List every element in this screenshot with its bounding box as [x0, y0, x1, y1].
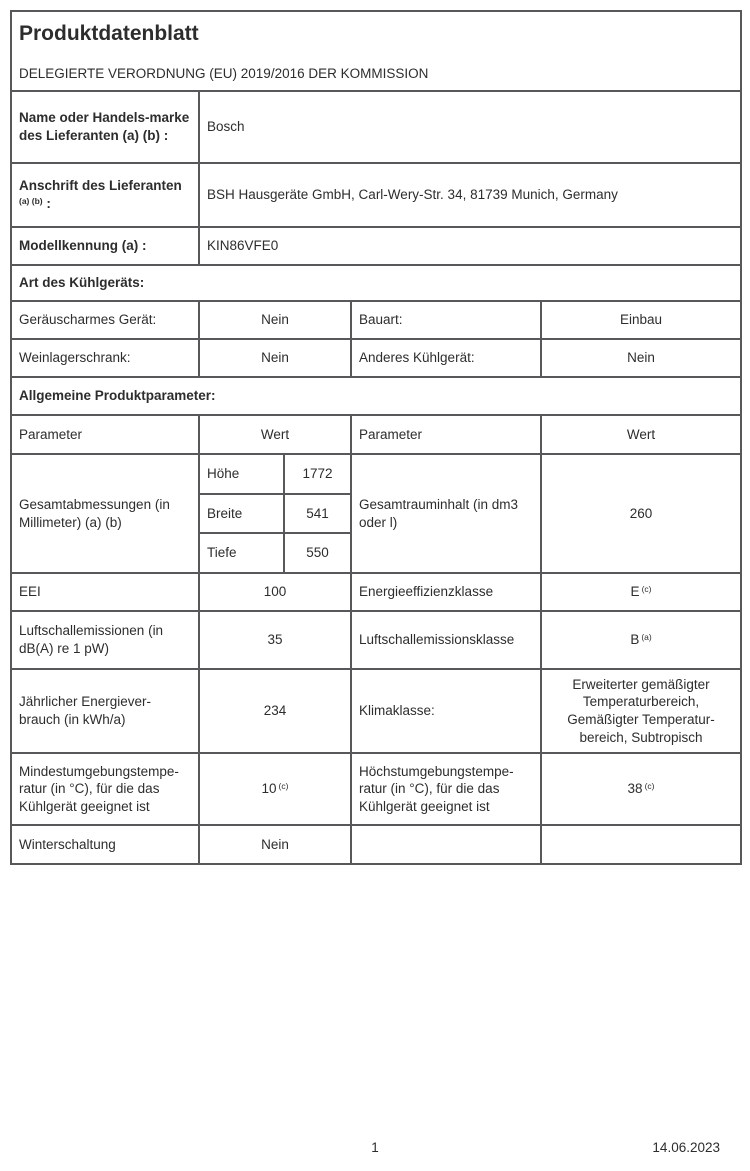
eei-label: EEI	[11, 573, 199, 611]
min-temperature-footnote: (c)	[278, 781, 289, 792]
design-type-value: Einbau	[541, 301, 741, 339]
other-appliance-value: Nein	[541, 339, 741, 377]
energy-class-value-cell	[541, 573, 741, 611]
dimension-breite-label: Breite	[199, 494, 284, 533]
supplier-name-label: Name oder Handels-marke des Lieferanten (a) (b) :	[11, 91, 199, 163]
supplier-address-label-suffix: :	[42, 196, 51, 211]
dimension-hoehe-label: Höhe	[199, 454, 284, 494]
min-temperature-value: 10	[261, 781, 277, 797]
other-appliance-label: Anderes Kühlgerät:	[351, 339, 541, 377]
total-volume-value: 260	[541, 454, 741, 573]
footer-date: 14.06.2023	[652, 1140, 720, 1155]
row-parameter-header	[11, 415, 741, 454]
row-eei	[11, 573, 741, 611]
row-dimensions-hoehe	[11, 454, 741, 494]
wine-storage-label: Weinlagerschrank:	[11, 339, 199, 377]
annual-energy-value: 234	[199, 669, 351, 753]
min-temperature-value-cell	[199, 753, 351, 825]
noise-class-value-cell	[541, 611, 741, 669]
design-type-label: Bauart:	[351, 301, 541, 339]
max-temperature-label: Höchstumgebungstempe-ratur (in °C), für die das Kühlgerät geeignet ist	[351, 753, 541, 825]
col-header-wert-1: Wert	[199, 415, 351, 454]
climate-class-value: Erweiterter gemäßigter Temperaturbereich, Gemäßigter Temperatur-bereich, Subtropisch	[541, 669, 741, 753]
col-header-parameter-1: Parameter	[11, 415, 199, 454]
dimension-tiefe-label: Tiefe	[199, 533, 284, 573]
section-heading-parameters: Allgemeine Produktparameter:	[11, 377, 741, 415]
row-winter-setting	[11, 825, 741, 864]
col-header-wert-2: Wert	[541, 415, 741, 454]
quiet-appliance-label: Geräuscharmes Gerät:	[11, 301, 199, 339]
total-volume-label: Gesamtrauminhalt (in dm3 oder l)	[351, 454, 541, 573]
winter-setting-value: Nein	[199, 825, 351, 864]
title-row	[11, 11, 741, 91]
max-temperature-value-cell	[541, 753, 741, 825]
energy-class-footnote: (c)	[641, 584, 652, 595]
row-quiet-appliance	[11, 301, 741, 339]
energy-class-value: E	[630, 584, 640, 600]
title-cell	[11, 11, 741, 91]
model-label: Modellkennung (a) :	[11, 227, 199, 265]
row-noise-emission	[11, 611, 741, 669]
supplier-address-label: Anschrift des Lieferanten	[19, 178, 182, 194]
dimensions-label: Gesamtabmessungen (in Millimeter) (a) (b)	[11, 454, 199, 573]
product-datasheet	[10, 10, 740, 865]
row-model-identifier	[11, 227, 741, 265]
empty-cell-label	[351, 825, 541, 864]
max-temperature-value: 38	[627, 781, 643, 797]
eei-value: 100	[199, 573, 351, 611]
row-section-parameters	[11, 377, 741, 415]
energy-class-label: Energieeffizienzklasse	[351, 573, 541, 611]
noise-emission-label: Luftschallemissionen (in dB(A) re 1 pW)	[11, 611, 199, 669]
quiet-appliance-value: Nein	[199, 301, 351, 339]
col-header-parameter-2: Parameter	[351, 415, 541, 454]
supplier-name-value: Bosch	[199, 91, 741, 163]
noise-class-label: Luftschallemissionsklasse	[351, 611, 541, 669]
row-annual-energy	[11, 669, 741, 753]
max-temperature-footnote: (c)	[644, 781, 655, 792]
page-title: Produktdatenblatt	[19, 21, 199, 45]
supplier-address-footnote: (a) (b)	[19, 196, 43, 206]
row-supplier-address	[11, 163, 741, 227]
footer-page-number: 1	[371, 1140, 379, 1155]
supplier-address-value: BSH Hausgeräte GmbH, Carl-Wery-Str. 34, 81739 Munich, Germany	[199, 163, 741, 227]
row-supplier-name	[11, 91, 741, 163]
dimension-hoehe-value: 1772	[284, 454, 351, 494]
wine-storage-value: Nein	[199, 339, 351, 377]
model-value: KIN86VFE0	[199, 227, 741, 265]
row-section-type	[11, 265, 741, 301]
dimension-breite-value: 541	[284, 494, 351, 533]
row-wine-storage	[11, 339, 741, 377]
winter-setting-label: Winterschaltung	[11, 825, 199, 864]
row-ambient-temperature	[11, 753, 741, 825]
dimension-tiefe-value: 550	[284, 533, 351, 573]
noise-emission-value: 35	[199, 611, 351, 669]
regulation-subtitle: DELEGIERTE VERORDNUNG (EU) 2019/2016 DER KOMMISSION	[19, 65, 429, 81]
empty-cell-value	[541, 825, 741, 864]
climate-class-label: Klimaklasse:	[351, 669, 541, 753]
noise-class-value: B	[630, 632, 640, 648]
supplier-address-label-cell	[11, 163, 199, 227]
datasheet-table	[10, 10, 742, 865]
min-temperature-label: Mindestumgebungstempe-ratur (in °C), für die das Kühlgerät geeignet ist	[11, 753, 199, 825]
section-heading-type: Art des Kühlgeräts:	[11, 265, 741, 301]
noise-class-footnote: (a)	[641, 632, 652, 643]
annual-energy-label: Jährlicher Energiever-brauch (in kWh/a)	[11, 669, 199, 753]
